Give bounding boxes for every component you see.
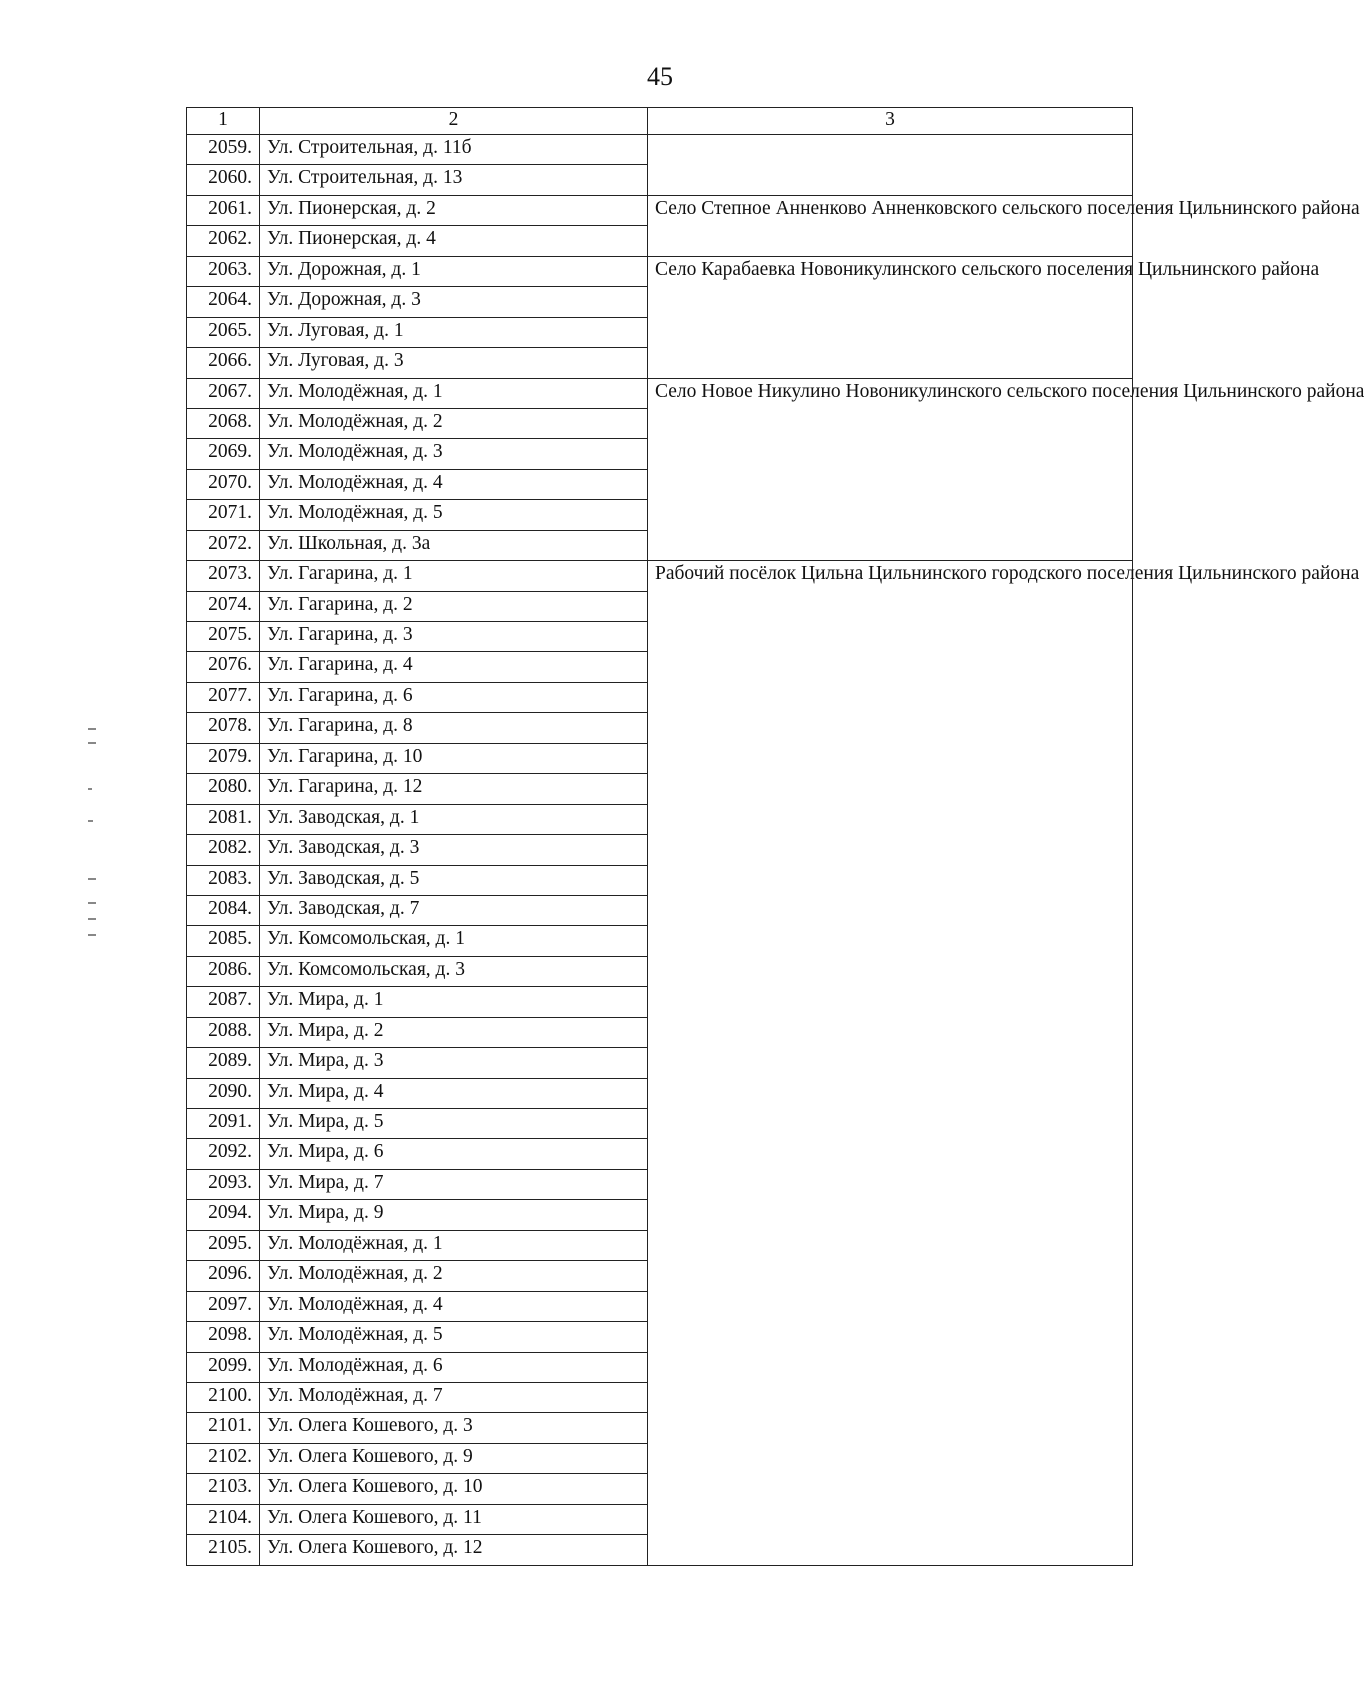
row-address: Ул. Заводская, д. 1: [260, 804, 648, 834]
row-number: 2099.: [187, 1352, 260, 1382]
row-address: Ул. Дорожная, д. 1: [260, 256, 648, 286]
row-number: 2088.: [187, 1017, 260, 1047]
row-address: Ул. Молодёжная, д. 2: [260, 408, 648, 438]
row-address: Ул. Молодёжная, д. 4: [260, 1291, 648, 1321]
table-row: [187, 195, 1133, 225]
scan-artifact-marks: [88, 728, 108, 968]
row-address: Ул. Мира, д. 2: [260, 1017, 648, 1047]
row-number: 2084.: [187, 895, 260, 925]
row-number: 2093.: [187, 1169, 260, 1199]
row-number: 2066.: [187, 348, 260, 378]
location-cell: Рабочий посёлок Цильна Цильнинского городского поселения Цильнинского района: [648, 561, 1133, 1565]
row-address: Ул. Молодёжная, д. 6: [260, 1352, 648, 1382]
row-address: Ул. Молодёжная, д. 5: [260, 500, 648, 530]
row-number: 2100.: [187, 1382, 260, 1412]
row-number: 2077.: [187, 682, 260, 712]
row-number: 2104.: [187, 1504, 260, 1534]
row-address: Ул. Молодёжная, д. 3: [260, 439, 648, 469]
row-address: Ул. Олега Кошевого, д. 10: [260, 1474, 648, 1504]
row-address: Ул. Гагарина, д. 1: [260, 561, 648, 591]
row-address: Ул. Луговая, д. 3: [260, 348, 648, 378]
location-cell: Село Степное Анненково Анненковского сельского поселения Цильнинского района: [648, 195, 1133, 256]
page-number: 45: [647, 62, 673, 91]
row-address: Ул. Олега Кошевого, д. 9: [260, 1443, 648, 1473]
row-address: Ул. Мира, д. 3: [260, 1048, 648, 1078]
row-number: 2060.: [187, 165, 260, 195]
row-number: 2074.: [187, 591, 260, 621]
row-address: Ул. Гагарина, д. 4: [260, 652, 648, 682]
row-number: 2070.: [187, 469, 260, 499]
row-address: Ул. Комсомольская, д. 1: [260, 926, 648, 956]
row-address: Ул. Мира, д. 4: [260, 1078, 648, 1108]
row-number: 2059.: [187, 135, 260, 165]
row-number: 2080.: [187, 774, 260, 804]
column-header-location: 3: [648, 108, 1133, 135]
column-header-address: 2: [260, 108, 648, 135]
row-address: Ул. Дорожная, д. 3: [260, 287, 648, 317]
row-address: Ул. Гагарина, д. 8: [260, 713, 648, 743]
row-address: Ул. Олега Кошевого, д. 11: [260, 1504, 648, 1534]
row-address: Ул. Молодёжная, д. 2: [260, 1261, 648, 1291]
row-number: 2073.: [187, 561, 260, 591]
row-number: 2103.: [187, 1474, 260, 1504]
row-number: 2090.: [187, 1078, 260, 1108]
row-address: Ул. Школьная, д. 3а: [260, 530, 648, 560]
row-number: 2072.: [187, 530, 260, 560]
table-row: [187, 561, 1133, 591]
row-number: 2081.: [187, 804, 260, 834]
row-number: 2078.: [187, 713, 260, 743]
row-address: Ул. Мира, д. 5: [260, 1109, 648, 1139]
row-number: 2075.: [187, 622, 260, 652]
row-address: Ул. Олега Кошевого, д. 12: [260, 1535, 648, 1565]
row-number: 2063.: [187, 256, 260, 286]
row-address: Ул. Молодёжная, д. 1: [260, 1230, 648, 1260]
row-address: Ул. Луговая, д. 1: [260, 317, 648, 347]
row-number: 2089.: [187, 1048, 260, 1078]
row-address: Ул. Гагарина, д. 2: [260, 591, 648, 621]
row-address: Ул. Заводская, д. 5: [260, 865, 648, 895]
table-row: [187, 135, 1133, 165]
row-number: 2086.: [187, 956, 260, 986]
row-number: 2068.: [187, 408, 260, 438]
row-address: Ул. Гагарина, д. 3: [260, 622, 648, 652]
row-address: Ул. Молодёжная, д. 1: [260, 378, 648, 408]
row-address: Ул. Олега Кошевого, д. 3: [260, 1413, 648, 1443]
table-row: [187, 378, 1133, 408]
row-number: 2094.: [187, 1200, 260, 1230]
row-number: 2091.: [187, 1109, 260, 1139]
row-address: Ул. Мира, д. 6: [260, 1139, 648, 1169]
address-table: [186, 107, 1364, 1566]
row-number: 2064.: [187, 287, 260, 317]
row-number: 2082.: [187, 835, 260, 865]
row-number: 2079.: [187, 743, 260, 773]
row-address: Ул. Молодёжная, д. 5: [260, 1322, 648, 1352]
row-number: 2062.: [187, 226, 260, 256]
row-number: 2076.: [187, 652, 260, 682]
row-number: 2065.: [187, 317, 260, 347]
row-number: 2067.: [187, 378, 260, 408]
location-cell: Село Новое Никулино Новоникулинского сельского поселения Цильнинского района: [648, 378, 1133, 561]
row-address: Ул. Пионерская, д. 2: [260, 195, 648, 225]
row-number: 2071.: [187, 500, 260, 530]
table-header-row: [187, 108, 1133, 135]
row-address: Ул. Гагарина, д. 6: [260, 682, 648, 712]
row-number: 2083.: [187, 865, 260, 895]
row-address: Ул. Заводская, д. 7: [260, 895, 648, 925]
row-number: 2087.: [187, 987, 260, 1017]
row-address: Ул. Мира, д. 7: [260, 1169, 648, 1199]
row-number: 2069.: [187, 439, 260, 469]
row-address: Ул. Мира, д. 1: [260, 987, 648, 1017]
row-number: 2102.: [187, 1443, 260, 1473]
row-address: Ул. Гагарина, д. 12: [260, 774, 648, 804]
row-address: Ул. Мира, д. 9: [260, 1200, 648, 1230]
row-address: Ул. Строительная, д. 13: [260, 165, 648, 195]
location-cell: Село Карабаевка Новоникулинского сельского поселения Цильнинского района: [648, 256, 1133, 378]
row-number: 2092.: [187, 1139, 260, 1169]
location-cell: [648, 135, 1133, 196]
row-address: Ул. Молодёжная, д. 7: [260, 1382, 648, 1412]
row-number: 2105.: [187, 1535, 260, 1565]
table-body: [187, 135, 1364, 1566]
row-address: Ул. Заводская, д. 3: [260, 835, 648, 865]
row-number: 2085.: [187, 926, 260, 956]
row-address: Ул. Молодёжная, д. 4: [260, 469, 648, 499]
row-address: Ул. Комсомольская, д. 3: [260, 956, 648, 986]
table-row: [187, 256, 1133, 286]
row-number: 2098.: [187, 1322, 260, 1352]
row-address: Ул. Строительная, д. 11б: [260, 135, 648, 165]
row-number: 2097.: [187, 1291, 260, 1321]
row-number: 2101.: [187, 1413, 260, 1443]
column-header-number: 1: [187, 108, 260, 135]
row-address: Ул. Гагарина, д. 10: [260, 743, 648, 773]
row-address: Ул. Пионерская, д. 4: [260, 226, 648, 256]
row-number: 2061.: [187, 195, 260, 225]
row-number: 2095.: [187, 1230, 260, 1260]
row-number: 2096.: [187, 1261, 260, 1291]
